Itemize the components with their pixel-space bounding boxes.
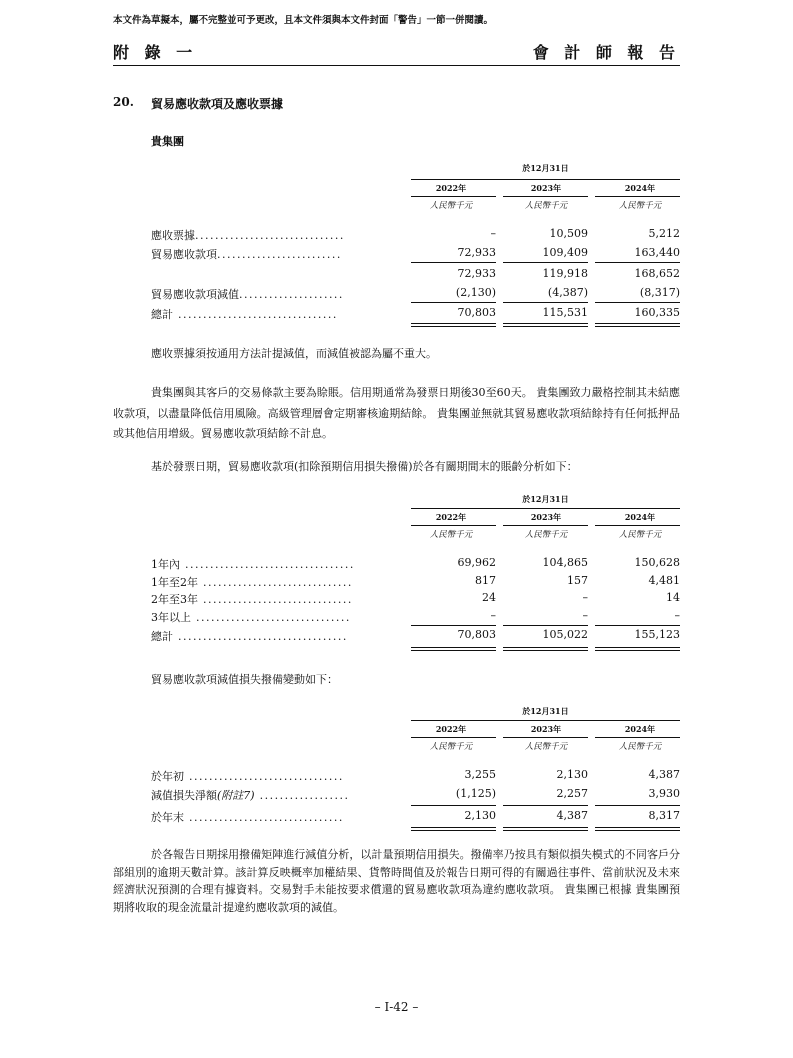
year-rule bbox=[595, 525, 680, 526]
leader-dots: ............................... bbox=[184, 770, 344, 783]
table-row bbox=[151, 626, 680, 645]
total-rule bbox=[411, 805, 496, 806]
row-label: 貿易應收款項減值 bbox=[151, 288, 239, 301]
cell-2024: 3,930 bbox=[648, 787, 680, 800]
paragraph: 於各報告日期採用撥備矩陣進行減值分析，以計量預期信用損失。撥備率乃按具有類似損失模式的不同客戶分部組別的逾期天數計算。該計算反映概率加權結果、貨幣時間值及於報告日期可得的有關過往事件、當前狀況及未來經濟狀況預測的合理有據資料。交易對手未能按要求償還的貿易應收款項為違約應收款項。 貴集團已根據 貴集團預期將收取的現金流量計提違約應收款項的減值。 bbox=[113, 848, 680, 914]
double-rule bbox=[503, 323, 588, 327]
unit-label: 人民幣千元 bbox=[618, 530, 662, 540]
total-rule bbox=[595, 302, 680, 303]
double-rule bbox=[595, 647, 680, 651]
unit-label: 人民幣千元 bbox=[618, 742, 662, 752]
cell-2024: 150,628 bbox=[634, 556, 680, 569]
double-rule bbox=[411, 323, 496, 327]
double-rule bbox=[503, 647, 588, 651]
cell-2022: 69,962 bbox=[457, 556, 496, 569]
header-rule bbox=[411, 720, 680, 721]
cell-2023: 104,865 bbox=[542, 556, 588, 569]
paragraph: 貿易應收款項減值損失撥備變動如下： bbox=[151, 673, 338, 686]
cell-2022: 72,933 bbox=[457, 246, 496, 259]
header-rule bbox=[113, 65, 680, 66]
period-header: 於12月31日 bbox=[522, 494, 569, 504]
cell-2023: 2,257 bbox=[556, 787, 588, 800]
header-rule bbox=[411, 179, 680, 180]
appendix-title: 附 錄 一 bbox=[113, 43, 198, 62]
leader-dots: ..................... bbox=[239, 288, 344, 301]
section-number: 20. bbox=[113, 95, 134, 109]
year-rule bbox=[411, 737, 496, 738]
total-rule bbox=[595, 805, 680, 806]
draft-notice: 本文件為草擬本，屬不完整並可予更改，且本文件須與本文件封面「警告」一節一併閱讀。 bbox=[113, 15, 494, 26]
year-rule bbox=[503, 196, 588, 197]
double-rule bbox=[503, 827, 588, 831]
year-2023: 2023年 bbox=[530, 512, 562, 522]
report-title: 會 計 師 報 告 bbox=[532, 43, 680, 62]
year-2022: 2022年 bbox=[435, 512, 467, 522]
cell-2024: 4,481 bbox=[648, 573, 680, 587]
row-label: 於年末 bbox=[151, 811, 184, 824]
cell-2022: 70,803 bbox=[457, 306, 496, 319]
leader-dots: .................. bbox=[254, 789, 350, 802]
cell-2024: 168,652 bbox=[634, 267, 680, 280]
subtotal-rule bbox=[595, 262, 680, 263]
double-rule bbox=[411, 827, 496, 831]
period-header: 於12月31日 bbox=[522, 706, 569, 716]
cell-2024: 5,212 bbox=[648, 227, 680, 240]
paragraph: 基於發票日期，貿易應收款項(扣除預期信用損失撥備)於各有關期間末的賬齡分析如下： bbox=[151, 460, 578, 473]
table-row bbox=[151, 244, 680, 263]
cell-2022: 70,803 bbox=[457, 628, 496, 641]
table-row bbox=[151, 607, 680, 625]
cell-2022: (1,125) bbox=[455, 787, 496, 800]
cell-2024: 8,317 bbox=[648, 809, 680, 822]
leader-dots: .................................. bbox=[180, 558, 355, 571]
table-row bbox=[151, 284, 680, 303]
table-row bbox=[151, 225, 680, 244]
year-2023: 2023年 bbox=[530, 724, 562, 734]
total-rule bbox=[503, 805, 588, 806]
year-2023: 2023年 bbox=[530, 183, 562, 193]
paragraph: 貴集團與其客戶的交易條款主要為賒賬。信用期通常為發票日期後30至60天。 貴集團致力嚴格控制其未結應收款項，以盡量降低信用風險。高級管理層會定期審核逾期結餘。 貴集團並無就其貿易應收款項結餘持有任何抵押品或其他信用增級。貿易應收款項結餘不計息。 bbox=[113, 386, 680, 440]
unit-label: 人民幣千元 bbox=[524, 201, 568, 211]
year-rule bbox=[595, 737, 680, 738]
year-2022: 2022年 bbox=[435, 724, 467, 734]
cell-2022: 3,255 bbox=[464, 768, 496, 781]
cell-2023: 105,022 bbox=[542, 628, 588, 641]
cell-2024: 155,123 bbox=[634, 628, 680, 641]
year-2024: 2024年 bbox=[624, 183, 656, 193]
table-row bbox=[151, 304, 680, 323]
leader-dots: ............................... bbox=[184, 811, 344, 824]
cell-2024: 4,387 bbox=[648, 768, 680, 781]
cell-2023: 2,130 bbox=[556, 768, 588, 781]
table-row bbox=[151, 265, 680, 284]
section-title: 貿易應收款項及應收票據 bbox=[151, 97, 284, 111]
period-header: 於12月31日 bbox=[522, 163, 569, 173]
unit-label: 人民幣千元 bbox=[429, 742, 473, 752]
page-number: – I-42 – bbox=[374, 1000, 419, 1014]
row-label: 應收票據 bbox=[151, 229, 195, 242]
table-row bbox=[151, 572, 680, 590]
cell-2024: 160,335 bbox=[634, 306, 680, 319]
cell-2022: – bbox=[490, 608, 496, 622]
subtotal-rule bbox=[503, 262, 588, 263]
row-label: 貿易應收款項 bbox=[151, 248, 217, 261]
table-row bbox=[151, 807, 680, 826]
row-label: 總計 bbox=[151, 308, 173, 321]
total-rule bbox=[503, 302, 588, 303]
table-row bbox=[151, 554, 680, 572]
paragraph: 應收票據須按通用方法計提減值，而減值被認為屬不重大。 bbox=[151, 347, 437, 360]
table-row bbox=[151, 785, 680, 804]
unit-label: 人民幣千元 bbox=[618, 201, 662, 211]
row-label: 總計 bbox=[151, 630, 173, 643]
double-rule bbox=[595, 323, 680, 327]
cell-2023: 4,387 bbox=[556, 809, 588, 822]
year-rule bbox=[503, 737, 588, 738]
unit-label: 人民幣千元 bbox=[524, 530, 568, 540]
year-2022: 2022年 bbox=[435, 183, 467, 193]
table-row bbox=[151, 766, 680, 785]
row-label: 1年至2年 bbox=[151, 575, 198, 589]
row-label: 減值損失淨額 bbox=[151, 789, 217, 802]
leader-dots: .............................. bbox=[198, 593, 353, 606]
unit-label: 人民幣千元 bbox=[524, 742, 568, 752]
cell-2022: 24 bbox=[482, 591, 496, 604]
cell-2023: 115,531 bbox=[542, 306, 588, 319]
row-label: 1年內 bbox=[151, 558, 180, 571]
year-rule bbox=[503, 525, 588, 526]
unit-label: 人民幣千元 bbox=[429, 530, 473, 540]
double-rule bbox=[411, 647, 496, 651]
unit-label: 人民幣千元 bbox=[429, 201, 473, 211]
cell-2024: – bbox=[674, 608, 680, 622]
header-rule bbox=[411, 508, 680, 509]
total-rule bbox=[411, 302, 496, 303]
group-label: 貴集團 bbox=[151, 135, 184, 148]
cell-2023: 119,918 bbox=[542, 267, 588, 280]
row-label: 於年初 bbox=[151, 770, 184, 783]
cell-2024: (8,317) bbox=[639, 286, 680, 299]
cell-2022: (2,130) bbox=[455, 286, 496, 299]
cell-2023: 157 bbox=[567, 573, 588, 587]
cell-2024: 163,440 bbox=[634, 246, 680, 259]
cell-2023: – bbox=[582, 591, 588, 604]
leader-dots: .............................. bbox=[198, 575, 353, 589]
year-rule bbox=[595, 196, 680, 197]
cell-2022: 72,933 bbox=[457, 267, 496, 280]
leader-dots: .............................. bbox=[195, 229, 345, 242]
leader-dots: ......................... bbox=[217, 248, 342, 261]
leader-dots: ................................ bbox=[173, 308, 338, 321]
leader-dots: ............................... bbox=[191, 610, 351, 624]
cell-2024: 14 bbox=[666, 591, 680, 604]
leader-dots: .................................. bbox=[173, 630, 348, 643]
cell-2023: 109,409 bbox=[542, 246, 588, 259]
table-row bbox=[151, 589, 680, 607]
year-2024: 2024年 bbox=[624, 724, 656, 734]
year-rule bbox=[411, 525, 496, 526]
row-label: 3年以上 bbox=[151, 610, 191, 624]
row-label: 2年至3年 bbox=[151, 593, 198, 606]
double-rule bbox=[595, 827, 680, 831]
cell-2022: – bbox=[490, 227, 496, 240]
year-2024: 2024年 bbox=[624, 512, 656, 522]
note-reference: (附註7) bbox=[217, 789, 255, 802]
cell-2022: 2,130 bbox=[464, 809, 496, 822]
cell-2022: 817 bbox=[475, 573, 496, 587]
subtotal-rule bbox=[411, 262, 496, 263]
cell-2023: (4,387) bbox=[547, 286, 588, 299]
year-rule bbox=[411, 196, 496, 197]
cell-2023: 10,509 bbox=[549, 227, 588, 240]
cell-2023: – bbox=[582, 608, 588, 622]
